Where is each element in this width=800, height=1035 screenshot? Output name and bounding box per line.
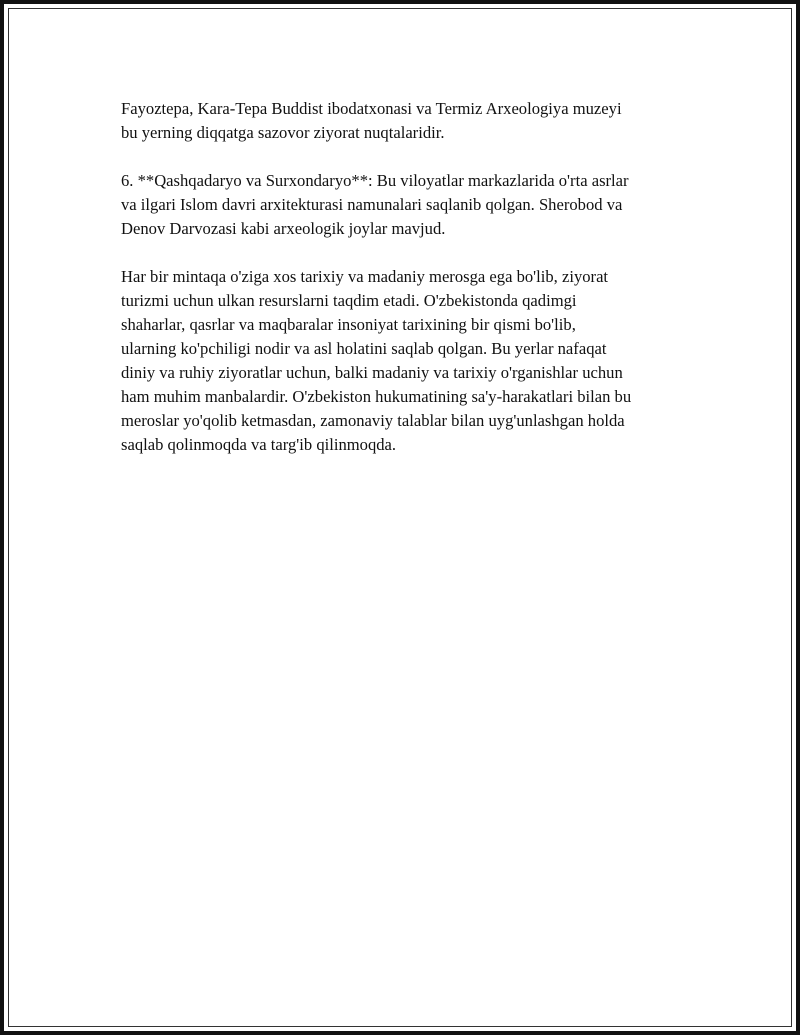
text-line: meroslar yo'qolib ketmasdan, zamonaviy talablar bilan uyg'unlashgan holda [121,411,625,430]
text-line: ularning ko'pchiligi nodir va asl holatini saqlab qolgan. Bu yerlar nafaqat [121,339,607,358]
text-line: Fayoztepa, Kara-Tepa Buddist ibodatxonasi va Termiz Arxeologiya muzeyi [121,99,622,118]
text-line: va ilgari Islom davri arxitekturasi namunalari saqlanib qolgan. Sherobod va [121,195,623,214]
document-body [121,97,701,481]
text-line: saqlab qolinmoqda va targ'ib qilinmoqda. [121,435,397,454]
text-line: Har bir mintaqa o'ziga xos tarixiy va madaniy merosga ega bo'lib, ziyorat [121,267,609,286]
text-line: turizmi uchun ulkan resurslarni taqdim etadi. O'zbekistonda qadimgi [121,291,577,310]
text-line: diniy va ruhiy ziyoratlar uchun, balki madaniy va tarixiy o'rganishlar uchun [121,363,623,382]
text-line: ham muhim manbalardir. O'zbekiston hukumatining sa'y-harakatlari bilan bu [121,387,632,406]
paragraph-conclusion [121,265,701,457]
text-line: shaharlar, qasrlar va maqbaralar insoniyat tarixining bir qismi bo'lib, [121,315,576,334]
text-line: 6. **Qashqadaryo va Surxondaryo**: Bu viloyatlar markazlarida o'rta asrlar [121,171,629,190]
text-line: bu yerning diqqatga sazovor ziyorat nuqtalaridir. [121,123,445,142]
paragraph-qashqadaryo-surxondaryo [121,169,701,241]
text-line: Denov Darvozasi kabi arxeologik joylar mavjud. [121,219,446,238]
paragraph-surxondaryo-sites [121,97,701,145]
